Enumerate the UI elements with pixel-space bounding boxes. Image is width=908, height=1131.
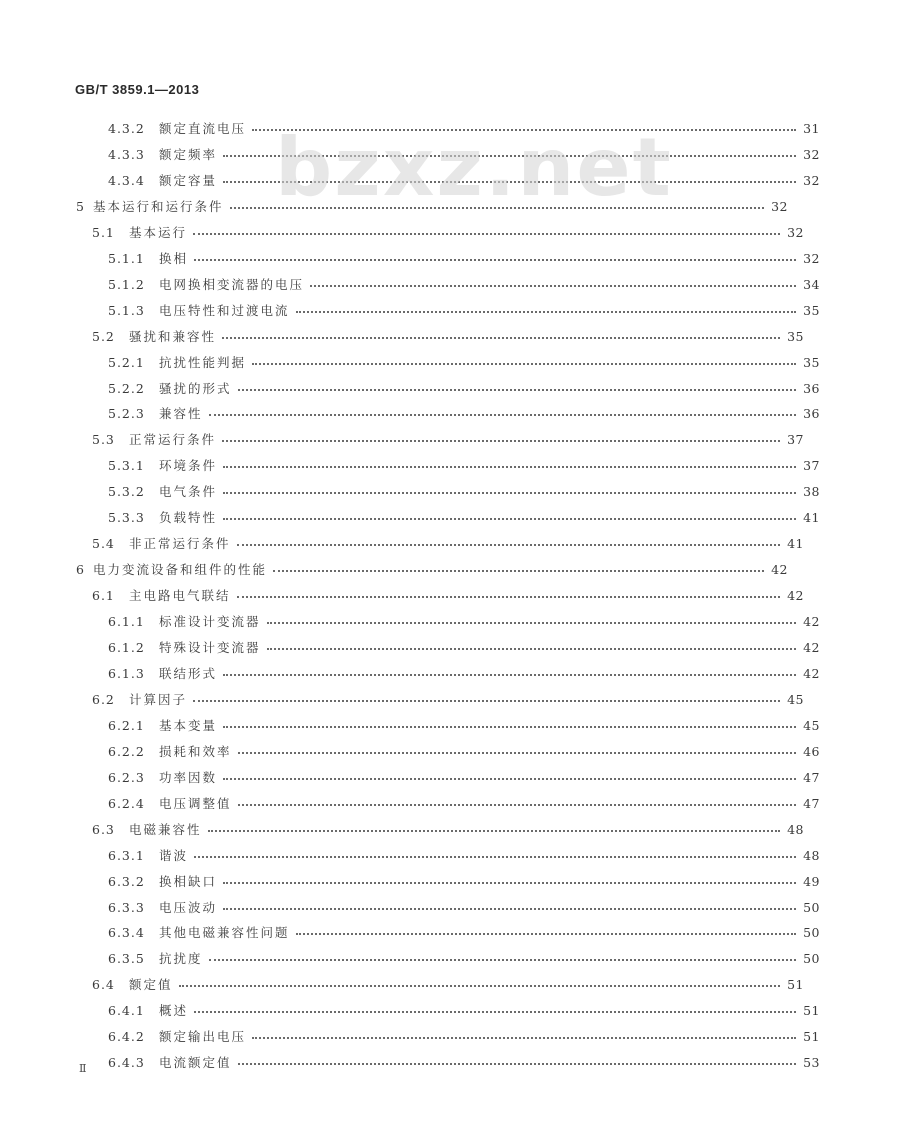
toc-entry-number: 6.1.2 <box>108 639 145 655</box>
toc-entry[interactable] <box>0 608 908 634</box>
toc-entry-title: 特殊设计变流器 <box>159 640 261 655</box>
toc-dot-leader <box>296 299 796 313</box>
toc-entry[interactable] <box>0 868 908 894</box>
toc-dot-leader <box>223 169 796 183</box>
toc-entry-number: 6.3.1 <box>108 847 145 863</box>
toc-entry-page: 48 <box>787 821 804 837</box>
toc-entry-title: 正常运行条件 <box>129 432 217 447</box>
toc-entry-number: 5.3.1 <box>108 457 145 473</box>
toc-entry-page: 37 <box>787 431 804 447</box>
toc-dot-leader <box>222 325 780 339</box>
toc-entry[interactable] <box>0 764 908 790</box>
toc-entry-page: 50 <box>803 950 820 966</box>
toc-entry[interactable] <box>0 478 908 504</box>
toc-entry-page: 32 <box>803 172 820 188</box>
toc-entry-page: 38 <box>803 483 820 499</box>
toc-dot-leader <box>310 273 796 287</box>
toc-entry[interactable] <box>0 219 892 245</box>
toc-entry[interactable] <box>0 167 908 193</box>
toc-entry-page: 51 <box>803 1002 820 1018</box>
toc-entry-page: 42 <box>803 639 820 655</box>
toc-entry-title: 电压波动 <box>159 900 218 915</box>
toc-entry-title: 骚扰的形式 <box>159 381 232 396</box>
toc-entry-title: 电磁兼容性 <box>129 822 202 837</box>
toc-entry-number: 6.4.3 <box>108 1054 145 1070</box>
toc-entry[interactable] <box>0 816 892 842</box>
toc-entry-number: 6.2.3 <box>108 769 145 785</box>
toc-entry[interactable] <box>0 400 908 426</box>
toc-entry-number: 6.3.4 <box>108 924 145 940</box>
toc-entry-title: 标准设计变流器 <box>159 614 261 629</box>
toc-entry-number: 6.4 <box>92 976 115 992</box>
toc-entry-title: 主电路电气联结 <box>129 588 231 603</box>
toc-entry[interactable] <box>0 375 908 401</box>
toc-entry-title: 电网换相变流器的电压 <box>159 277 305 292</box>
toc-entry[interactable] <box>0 349 908 375</box>
toc-dot-leader <box>273 558 764 572</box>
toc-entry-page: 34 <box>803 276 820 292</box>
toc-entry-number: 5.1 <box>92 224 115 240</box>
toc-entry-title: 额定直流电压 <box>159 121 247 136</box>
toc-entry-number: 6.2.1 <box>108 717 145 733</box>
toc-entry-page: 50 <box>803 924 820 940</box>
toc-entry-number: 6.2.4 <box>108 795 145 811</box>
toc-entry-page: 36 <box>803 380 820 396</box>
toc-entry-page: 35 <box>787 328 804 344</box>
toc-entry-title: 谐波 <box>159 848 189 863</box>
toc-entry-number: 5.1.2 <box>108 276 145 292</box>
toc-dot-leader <box>209 947 796 961</box>
toc-dot-leader <box>194 999 796 1013</box>
toc-entry-title: 抗扰性能判据 <box>159 355 247 370</box>
toc-entry[interactable] <box>0 1049 908 1075</box>
toc-entry[interactable] <box>0 556 876 582</box>
toc-entry-number: 5.2.1 <box>108 354 145 370</box>
toc-dot-leader <box>252 1025 796 1039</box>
toc-entry-title: 基本变量 <box>159 718 218 733</box>
toc-entry[interactable] <box>0 245 908 271</box>
toc-entry[interactable] <box>0 141 908 167</box>
toc-entry-page: 42 <box>771 561 788 577</box>
toc-entry-number: 5.3.3 <box>108 509 145 525</box>
toc-entry-title: 环境条件 <box>159 458 218 473</box>
toc-entry-number: 5.1.1 <box>108 250 145 266</box>
toc-entry[interactable] <box>0 1023 908 1049</box>
toc-entry-page: 49 <box>803 873 820 889</box>
toc-dot-leader <box>223 480 796 494</box>
toc-entry-page: 51 <box>787 976 804 992</box>
toc-entry[interactable] <box>0 738 908 764</box>
toc-entry[interactable] <box>0 971 892 997</box>
toc-dot-leader <box>194 247 796 261</box>
toc-entry[interactable] <box>0 894 908 920</box>
toc-entry-number: 6.1.3 <box>108 665 145 681</box>
toc-entry-number: 5.1.3 <box>108 302 145 318</box>
toc-dot-leader <box>267 636 796 650</box>
toc-dot-leader <box>179 973 780 987</box>
toc-entry-page: 45 <box>803 717 820 733</box>
toc-entry-page: 31 <box>803 120 820 136</box>
toc-dot-leader <box>193 688 780 702</box>
toc-dot-leader <box>238 1051 796 1065</box>
toc-dot-leader <box>238 740 796 754</box>
toc-dot-leader <box>222 428 780 442</box>
toc-entry-page: 42 <box>803 613 820 629</box>
document-code: GB/T 3859.1—2013 <box>75 82 200 97</box>
toc-entry[interactable] <box>0 582 892 608</box>
toc-entry-title: 兼容性 <box>159 406 203 421</box>
toc-entry-title: 损耗和效率 <box>159 744 232 759</box>
toc-entry-number: 5.2.2 <box>108 380 145 396</box>
toc-dot-leader <box>252 351 796 365</box>
toc-entry[interactable] <box>0 193 876 219</box>
toc-dot-leader <box>223 662 796 676</box>
toc-entry-number: 6.3.5 <box>108 950 145 966</box>
toc-entry-title: 骚扰和兼容性 <box>129 329 217 344</box>
toc-entry-title: 电压调整值 <box>159 796 232 811</box>
toc-dot-leader <box>208 818 780 832</box>
toc-entry-title: 其他电磁兼容性问题 <box>159 925 290 940</box>
toc-entry[interactable] <box>0 504 908 530</box>
toc-entry-title: 电压特性和过渡电流 <box>159 303 290 318</box>
toc-dot-leader <box>252 117 796 131</box>
toc-entry-number: 5 <box>76 198 85 214</box>
toc-entry-number: 4.3.4 <box>108 172 145 188</box>
toc-entry-title: 负载特性 <box>159 510 218 525</box>
toc-entry[interactable] <box>0 297 908 323</box>
toc-dot-leader <box>223 143 796 157</box>
toc-entry-page: 47 <box>803 795 820 811</box>
toc-entry-number: 6.4.2 <box>108 1028 145 1044</box>
toc-entry-page: 32 <box>787 224 804 240</box>
toc-entry-page: 48 <box>803 847 820 863</box>
toc-entry-title: 换相缺口 <box>159 874 218 889</box>
toc-dot-leader <box>296 921 796 935</box>
toc-dot-leader <box>194 844 796 858</box>
toc-entry[interactable] <box>0 323 892 349</box>
toc-entry-page: 32 <box>803 250 820 266</box>
toc-entry-title: 电气条件 <box>159 484 218 499</box>
toc-entry-page: 53 <box>803 1054 820 1070</box>
toc-entry[interactable] <box>0 115 908 141</box>
toc-entry-number: 6.3 <box>92 821 115 837</box>
page-number-footer: Ⅱ <box>79 1062 87 1075</box>
toc-entry-number: 6.3.3 <box>108 899 145 915</box>
toc-entry-page: 42 <box>787 587 804 603</box>
toc-dot-leader <box>238 792 796 806</box>
toc-entry-number: 6 <box>76 561 85 577</box>
toc-entry-page: 50 <box>803 899 820 915</box>
toc-entry[interactable] <box>0 452 908 478</box>
toc-entry-page: 35 <box>803 354 820 370</box>
toc-entry[interactable] <box>0 945 908 971</box>
toc-entry-page: 41 <box>787 535 804 551</box>
toc-entry-title: 计算因子 <box>129 692 188 707</box>
toc-entry[interactable] <box>0 712 908 738</box>
toc-entry-title: 基本运行和运行条件 <box>93 199 224 214</box>
toc-entry-page: 32 <box>771 198 788 214</box>
toc-entry-number: 4.3.2 <box>108 120 145 136</box>
toc-dot-leader <box>223 454 796 468</box>
toc-entry[interactable] <box>0 919 908 945</box>
toc-entry-page: 46 <box>803 743 820 759</box>
toc-entry-title: 功率因数 <box>159 770 218 785</box>
toc-dot-leader <box>238 377 796 391</box>
toc-dot-leader <box>209 402 796 416</box>
toc-dot-leader <box>223 870 796 884</box>
toc-entry-title: 概述 <box>159 1003 189 1018</box>
toc-entry-number: 6.2 <box>92 691 115 707</box>
toc-dot-leader <box>230 195 764 209</box>
toc-entry-title: 电流额定值 <box>159 1055 232 1070</box>
toc-entry-number: 6.1 <box>92 587 115 603</box>
toc-entry[interactable] <box>0 660 908 686</box>
toc-dot-leader <box>267 610 796 624</box>
toc-entry-title: 基本运行 <box>129 225 188 240</box>
toc-entry-title: 额定输出电压 <box>159 1029 247 1044</box>
toc-dot-leader <box>223 896 796 910</box>
toc-entry-page: 51 <box>803 1028 820 1044</box>
watermark: bzxz.net <box>275 121 673 214</box>
toc-entry-title: 抗扰度 <box>159 951 203 966</box>
toc-entry-page: 41 <box>803 509 820 525</box>
toc-entry[interactable] <box>0 426 892 452</box>
toc-entry-number: 5.4 <box>92 535 115 551</box>
toc-entry-page: 42 <box>803 665 820 681</box>
toc-entry-number: 5.3.2 <box>108 483 145 499</box>
toc-entry-page: 32 <box>803 146 820 162</box>
toc-dot-leader <box>237 584 780 598</box>
toc-dot-leader <box>223 766 796 780</box>
toc-entry-title: 联结形式 <box>159 666 218 681</box>
toc-entry-title: 换相 <box>159 251 189 266</box>
toc-entry-number: 5.2.3 <box>108 405 145 421</box>
toc-entry[interactable] <box>0 634 908 660</box>
toc-entry-number: 5.3 <box>92 431 115 447</box>
toc-dot-leader <box>237 532 780 546</box>
toc-entry-number: 6.2.2 <box>108 743 145 759</box>
toc-entry-number: 4.3.3 <box>108 146 145 162</box>
toc-entry[interactable] <box>0 530 892 556</box>
toc-dot-leader <box>223 506 796 520</box>
toc-dot-leader <box>193 221 780 235</box>
toc-entry-page: 35 <box>803 302 820 318</box>
toc-entry[interactable] <box>0 686 892 712</box>
toc-entry[interactable] <box>0 997 908 1023</box>
toc-entry-page: 45 <box>787 691 804 707</box>
toc-entry[interactable] <box>0 271 908 297</box>
toc-entry-title: 电力变流设备和组件的性能 <box>93 562 268 577</box>
toc-entry-page: 37 <box>803 457 820 473</box>
toc-entry-title: 额定值 <box>129 977 173 992</box>
toc-entry-title: 非正常运行条件 <box>129 536 231 551</box>
toc-entry-number: 6.4.1 <box>108 1002 145 1018</box>
toc-entry[interactable] <box>0 842 908 868</box>
toc-entry-number: 5.2 <box>92 328 115 344</box>
toc-entry[interactable] <box>0 790 908 816</box>
toc-entry-page: 36 <box>803 405 820 421</box>
toc-entry-title: 额定容量 <box>159 173 218 188</box>
toc-dot-leader <box>223 714 796 728</box>
toc-entry-title: 额定频率 <box>159 147 218 162</box>
toc-entry-number: 6.1.1 <box>108 613 145 629</box>
toc-entry-page: 47 <box>803 769 820 785</box>
toc-entry-number: 6.3.2 <box>108 873 145 889</box>
